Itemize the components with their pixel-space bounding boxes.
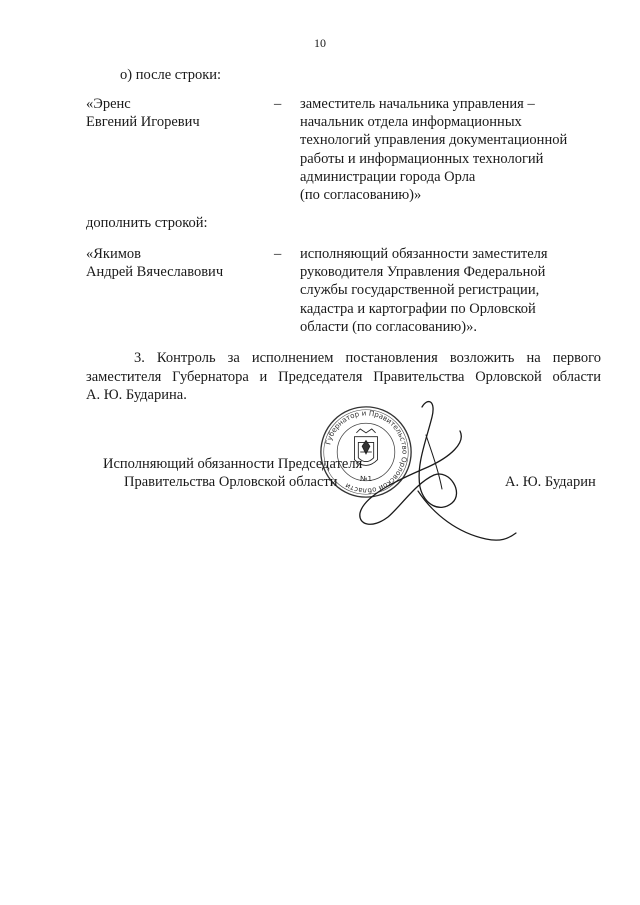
new-entry-position-line: исполняющий обязанности заместителя bbox=[300, 246, 548, 262]
new-entry-position bbox=[300, 245, 548, 336]
old-entry-name bbox=[86, 95, 200, 131]
signer-name: А. Ю. Бударин bbox=[505, 474, 596, 490]
seal-number: №1 bbox=[359, 473, 373, 483]
old-entry-dash: – bbox=[274, 96, 282, 112]
signatory-title-line: Исполняющий обязанности Председателя bbox=[103, 456, 363, 472]
old-entry-position-line: начальник отдела информационных bbox=[300, 114, 522, 131]
new-entry-position-line: кадастра и картографии по Орловской bbox=[300, 300, 536, 317]
new-entry-name bbox=[86, 245, 223, 281]
new-entry-name-line: «Якимов bbox=[86, 246, 141, 262]
signatory-title-line: Правительства Орловской области bbox=[124, 474, 338, 490]
old-entry-name-line: «Эренс bbox=[86, 96, 131, 112]
new-entry-dash: – bbox=[274, 246, 282, 262]
page-number: 10 bbox=[314, 36, 326, 50]
item-3-line: А. Ю. Бударина. bbox=[86, 387, 187, 403]
new-entry-position-line: службы государственной регистрации, bbox=[300, 282, 540, 299]
section-o-intro: о) после строки: bbox=[120, 67, 222, 83]
old-entry-position-line: администрации города Орла bbox=[300, 168, 476, 185]
old-entry-position-line: (по согласованию)» bbox=[300, 187, 422, 204]
old-entry-name-line: Евгений Игоревич bbox=[86, 114, 200, 131]
handwritten-signature bbox=[330, 395, 530, 555]
new-entry-position-line: руководителя Управления Федеральной bbox=[300, 264, 546, 281]
item-3-line: 3. Контроль за исполнением постановления возложить на первого bbox=[134, 350, 601, 366]
old-entry-position-line: работы и информационных технологий bbox=[300, 150, 544, 167]
old-entry-position-line: заместитель начальника управления – bbox=[300, 96, 535, 112]
item-3-line: заместителя Губернатора и Председателя Правительства Орловской области bbox=[86, 368, 601, 385]
seal-ring-text: Губернатор и Правительство Орловской области bbox=[323, 408, 410, 496]
old-entry-position-line: технологий управления документационной bbox=[300, 132, 568, 149]
addition-intro: дополнить строкой: bbox=[86, 215, 208, 231]
old-entry-position bbox=[300, 95, 567, 204]
new-entry-name-line: Андрей Вячеславович bbox=[86, 264, 224, 281]
new-entry-position-line: области (по согласованию)». bbox=[300, 318, 477, 335]
